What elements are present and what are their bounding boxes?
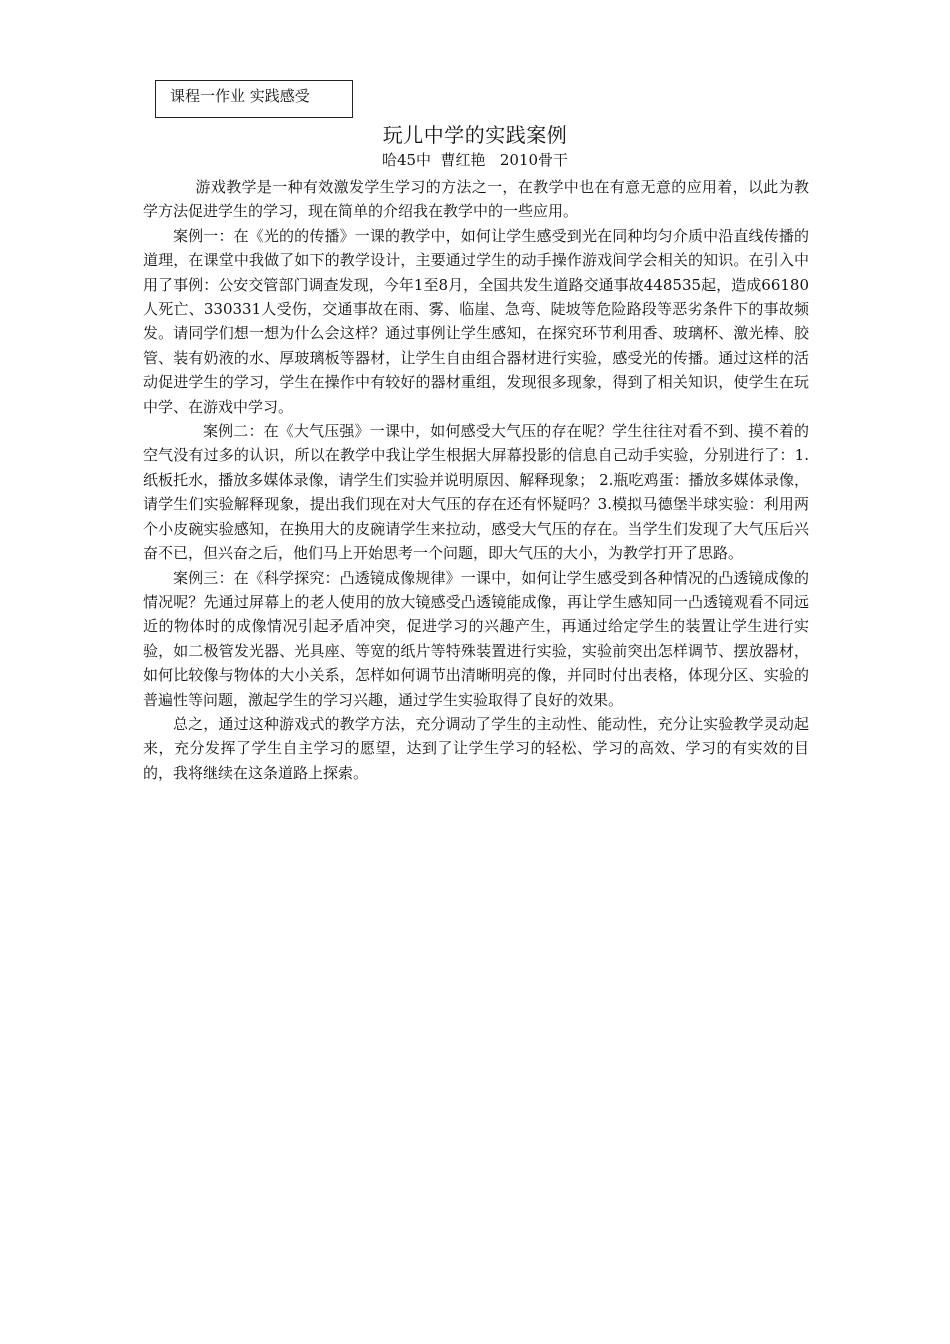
paragraph-case-three: 案例三：在《科学探究：凸透镜成像规律》一课中，如何让学生感受到各种情况的凸透镜成像的情况呢？先通过屏幕上的老人使用的放大镜感受凸透镜能成像，再让学生感知同一凸透镜观看不同远近的物体时的成像情况引起矛盾冲突，促进学习的兴趣产生，再通过给定学生的装置让学生进行实验，如二极管发光器、光具座、等宽的纸片等特殊装置进行实验，实验前突出怎样调节、摆放器材，如何比较像与物体的大小关系，怎样如何调节出清晰明亮的像，并同时付出表格，体现分区、实验的普遍性等问题，激起学生的学习兴趣，通过学生实验取得了良好的效果。	[143, 568, 809, 709]
course-assignment-label-box	[155, 80, 353, 118]
document-title: 玩儿中学的实践案例	[382, 123, 568, 147]
document-body	[143, 175, 809, 785]
paragraph-case-two: 案例二：在《大气压强》一课中，如何感受大气压的存在呢？学生往往对看不到、摸不着的空气没有过多的认识，所以在教学中我让学生根据大屏幕投影的信息自己动手实验，分别进行了：1.纸板托水，播放多媒体录像，请学生们实验并说明原因、解释现象； 2.瓶吃鸡蛋：播放多媒体录像，请学生们实验解释现象，提出我们现在对大气压的存在还有怀疑吗？3.模拟马德堡半球实验：利用两个小皮碗实验感知，在换用大的皮碗请学生来拉动，感受大气压的存在。当学生们发现了大气压后兴奋不已，但兴奋之后，他们马上开始思考一个问题，即大气压的大小，为教学打开了思路。	[143, 422, 809, 563]
course-assignment-label: 课程一作业 实践感受	[170, 87, 310, 105]
paragraph-conclusion: 总之，通过这种游戏式的教学方法，充分调动了学生的主动性、能动性，充分让实验教学灵动起来，充分发挥了学生自主学习的愿望，达到了让学生学习的轻松、学习的高效、学习的有实效的目的，我将继续在这条道路上探索。	[143, 714, 809, 782]
author-byline: 哈45中 曹红艳 2010骨干	[381, 151, 569, 169]
paragraph-intro: 游戏教学是一种有效激发学生学习的方法之一，在教学中也在有意无意的应用着，以此为教学方法促进学生的学习，现在简单的介绍我在教学中的一些应用。	[143, 178, 809, 221]
paragraph-case-one: 案例一：在《光的的传播》一课的教学中，如何让学生感受到光在同种均匀介质中沿直线传播的道理，在课堂中我做了如下的教学设计，主要通过学生的动手操作游戏间学会相关的知识。在引入中用了事例：公安交管部门调查发现，今年1至8月，全国共发生道路交通事故448535起，造成66180人死亡、330331人受伤，交通事故在雨、雾、临崖、急弯、陡坡等危险路段等恶劣条件下的事故频发。请同学们想一想为什么会这样？通过事例让学生感知，在探究环节利用香、玻璃杯、激光棒、胶管、装有奶液的水、厚玻璃板等器材，让学生自由组合器材进行实验，感受光的传播。通过这样的活动促进学生的学习，学生在操作中有较好的器材重组，发现很多现象，得到了相关知识，使学生在玩中学、在游戏中学习。	[143, 226, 809, 416]
